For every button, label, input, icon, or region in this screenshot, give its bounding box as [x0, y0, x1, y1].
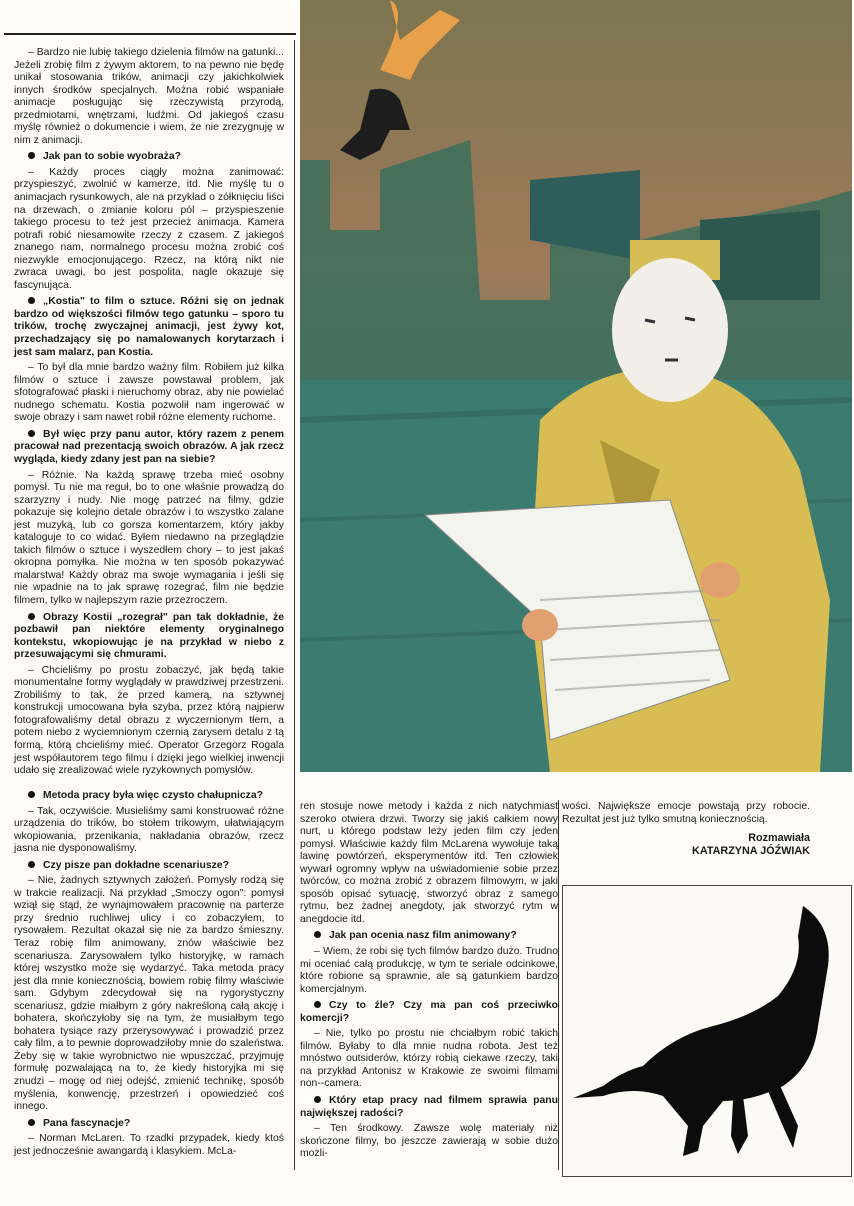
- interview-answer: – To był dla mnie bardzo ważny film. Robiłem już kilka filmów o sztuce i zawsze powstawał problem, jak sfotografować płaski i nieruchomy obraz, aby nie powielać nudnego schematu. Kostia pozwolił nam ingerować w swoje obrazy i sam nawet robił różne elementy ruchome.: [14, 362, 284, 424]
- interview-answer: – Bardzo nie lubię takiego dzielenia filmów na gatunki... Jeżeli zrobię film z żywym aktorem, to na pewno nie będę unikał stosowania trików, animacji czy jakichkolwiek innych środków specjalnych. Można robić wspaniałe animacje posługując się rzeczywistą przyrodą, przedmiotami, wnętrzami, ludźmi. Od jakiegoś czasu myślę również o dokumencie i wiem, że nie zrezygnuję w nim z animacji.: [14, 47, 284, 146]
- article-column-1: [14, 47, 284, 781]
- article-column-1-lower: [14, 786, 284, 1161]
- byline-author: KATARZYNA JÓŹWIAK: [692, 845, 810, 858]
- interview-answer: – Wiem, że robi się tych filmów bardzo dużo. Trudno mi oceniać całą produkcję, w tym te seriale odcinkowe, które robione są sprawnie, ale są gatunkiem bardzo komercjalnym.: [300, 946, 558, 995]
- question-text: Jak pan to sobie wyobraża?: [43, 151, 182, 163]
- bullet-icon: [28, 297, 35, 304]
- interview-answer: – Każdy proces ciągły można zanimować: przyspieszyć, zwolnić w kamerze, itd. Nie myślę tu o animacjach rysunkowych, ale na przykład o zółknięciu liści na drzewach, o zmianie koloru pól – przyspieszenie takiego procesu to też jest przecież animacja. Kamera potrafi robić niesamowite rzeczy z czasem. Z jakiegoś znanego nam, normalnego procesu można zrobić coś niezwykle emocjonującego. Rzecz, na którą nikt nie zwraca uwagi, bo jest pospolita, nagle okazuje się fascynująca.: [14, 166, 284, 291]
- bullet-icon: [314, 1096, 321, 1103]
- column-divider: [294, 40, 295, 1170]
- interview-answer: – Różnie. Na każdą sprawę trzeba mieć osobny pomysł. Tu nie ma reguł, bo to one właśnie prowadzą do szarzyzny i nudy. Nie mogę patrzeć na filmy, gdzie pokazuje się kolejno detale obrazów i to wszystko zalane jest muzyką, lub co gorsza komentarzem, który jakby kataloguje to co widać. Byłem niedawno na przeglądzie takich filmów o sztuce i wyszedłem chory – to jest jakaś okropna pomyłka. Nie można w ten sposób pokazywać malarstwa! Każdy obraz ma swoje wymagania i jeśli się nie wpadnie na to jak sprawę rozegrać, film nie będzie filmem, tylko w najlepszym razie przezroczem.: [14, 469, 284, 606]
- question-text: Czy to źle? Czy ma pan coś przeciwko komercji?: [300, 1000, 558, 1024]
- interview-answer: wości. Największe emocje powstają przy robocie. Rezultat jest już tylko smutną koniecznością.: [562, 801, 810, 825]
- bullet-icon: [28, 791, 35, 798]
- interview-question: [300, 1095, 558, 1120]
- bullet-icon: [28, 861, 35, 868]
- byline-label: Rozmawiała: [748, 832, 810, 845]
- bullet-icon: [28, 613, 35, 620]
- interview-answer: – Nie, żadnych sztywnych założeń. Pomysły rodzą się w trakcie realizacji. Na przykład „Smoczy ogon": pomysł wziął się stąd, że wynajmowałem pracownię na parterze przy średnio ruchliwej ulicy i co zobaczyłem, to rysowałem. Rezultat okazał się nie za bardzo śmieszny. Teraz robię film animowany, znów właściwie bez scenariusza. Zarysowałem tylko historyjkę, w ramach której wszystko może się wydarzyć. Taka metoda pracy jest dla mnie koniecznością, bowiem robię filmy właściwie sam. Gdybym zdecydował się na rygorystyczny scenariusz, gdzie miałbym z góry nakreśloną całą akcję i bohatera, skończyłoby się na tym, że musiałbym tego bohatera tysiące razy przerysowywać i prowadzić przez cały film, a to pewnie doprowadziłoby mnie do szaleństwa. Żeby się w takie wyrobnictwo nie wpuszczać, przyjmuję formułę pozwalającą na to, że kiedy historyjka mi się znudzi – mogę od niej odejść, zmienić technikę, sposób myślenia, konwencję, przestrzeń i opowiedzieć coś innego.: [14, 875, 284, 1113]
- question-text: Metoda pracy była więc czysto chałupnicza?: [43, 790, 264, 801]
- interview-question: [14, 151, 284, 164]
- top-rule: [4, 33, 296, 35]
- byline: [562, 832, 810, 858]
- interview-question: [300, 930, 558, 943]
- bullet-icon: [28, 430, 35, 437]
- question-text: Był więc przy panu autor, który razem z penem pracował nad prezentacją swoich obrazów. A jak rzecz wygląda, kiedy zdany jest pan na siebie?: [14, 428, 284, 465]
- interview-answer: – Tak, oczywiście. Musieliśmy sami konstruować różne urządzenia do trików, bo stołem trikowym, ułatwiającym wkopiowania, przenikania, nakładania obrazów, rzecz jasna nie dysponowaliśmy.: [14, 805, 284, 855]
- interview-answer: ren stosuje nowe metody i każda z nich natychmiast szeroko otwiera drzwi. Tworzy się jakiś całkiem nowy nurt, u którego podstaw leży jeden film czy jeden pomysł. Właściwie każdy film McLarena wywołuje taką lawinę powtórzeń, eksperymentów itd. Ten człowiek wywarł ogromny wpływ na uświadomienie sobie przez twórców, co można zrobić z obrazem filmowym, w jaki sposób opisać sytuację, stworzyć obraz z samego rytmu, bez żadnej anegdoty, jak stworzyć rytm w anegdocie itd.: [300, 801, 558, 925]
- bullet-icon: [28, 1119, 35, 1126]
- cat-illustration: [562, 885, 852, 1177]
- bullet-icon: [314, 1001, 321, 1008]
- question-text: Który etap pracy nad filmem sprawia panu największej radości?: [300, 1095, 558, 1119]
- interview-answer: – Nie, tylko po prostu nie chciałbym robić takich filmów. Byłaby to dla mnie nudna robota. Jest też mnóstwo outsiderów, którzy robią ciekawe rzeczy, taki na przykład Antonisz w Krakowie ze swoimi filmami non--camera.: [300, 1028, 558, 1090]
- interview-question: [300, 1000, 558, 1025]
- column-divider: [558, 800, 559, 1170]
- interview-answer: – Norman McLaren. To rzadki przypadek, kiedy ktoś jest jednocześnie awangardą i klasykiem. McLa-: [14, 1133, 284, 1157]
- question-text: Jak pan ocenia nasz film animowany?: [329, 930, 517, 942]
- interview-question: [14, 612, 284, 662]
- question-text: „Kostia" to film o sztuce. Różni się on jednak bardzo od większości filmów tego gatunku – sporo tu trików, trochę zwyczajnej animacji, jest żywy kot, przechadzający się po namalowanych korytarzach i jest sam malarz, pan Kostia.: [14, 296, 284, 358]
- interview-question: [14, 429, 284, 467]
- question-text: Czy pisze pan dokładne scenariusze?: [43, 859, 229, 871]
- interview-answer: – Chcieliśmy po prostu zobaczyć, jak będą takie monumentalne formy wyglądały w prawdziwej przestrzeni. Zrobiliśmy to tak, że przed kamerą, na sztywnej konstrukcji umocowana była szyba, przez którą najpierw fotografowaliśmy detal obrazu z wyczernionym tłem, a potem niebo z wyciemnionym czernią zarysem detalu z tą formą, którą chcieliśmy mieć. Operator Grzegorz Rogala jest współautorem tego filmu i dzięki jego wielkiej inwencji udało się zrealizować wiele ryzykownych pomysłów.: [14, 664, 284, 777]
- interview-question: [14, 790, 284, 803]
- interview-question: [14, 296, 284, 359]
- interview-answer: – Ten środkowy. Zawsze wolę materiały niż skończone filmy, bo jeszcze zawierają w sobie dużo możli-: [300, 1123, 558, 1160]
- interview-question: [14, 1118, 284, 1131]
- question-text: Pana fascynacje?: [43, 1117, 131, 1129]
- painting-illustration: [300, 0, 852, 772]
- article-column-2: [300, 801, 558, 1164]
- interview-question: [14, 860, 284, 873]
- article-column-3: [562, 801, 810, 858]
- bullet-icon: [28, 152, 35, 159]
- question-text: Obrazy Kostii „rozegrał" pan tak dokładnie, że pozbawił pan niektóre elementy oryginalnego kontekstu, wkopiowując je na przykład w niebo z przesuwającymi się chmurami.: [14, 611, 284, 661]
- bullet-icon: [314, 931, 321, 938]
